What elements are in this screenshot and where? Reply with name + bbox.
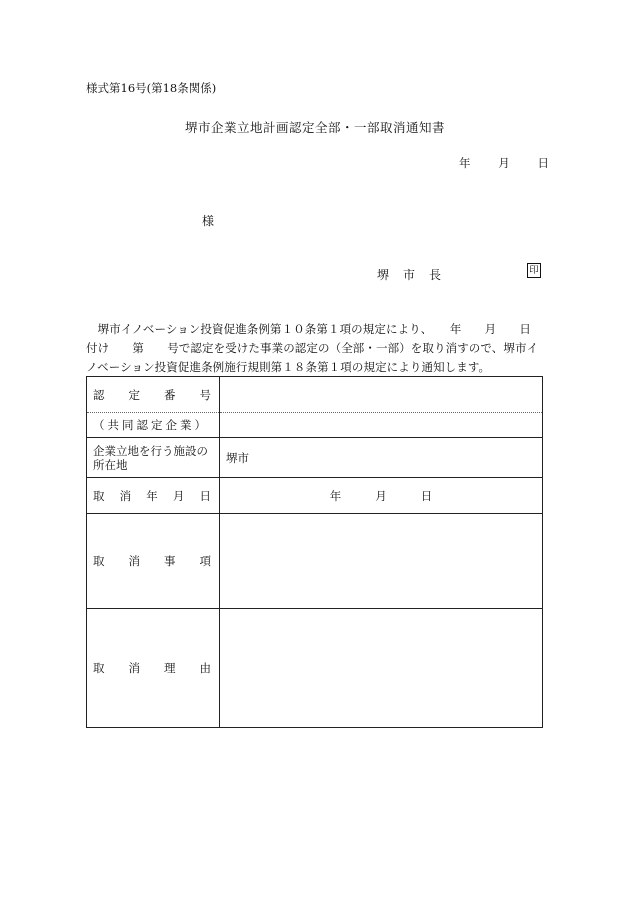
seal-mark: 印	[527, 263, 541, 278]
addressee-honorific: 様	[202, 214, 215, 228]
cancel-items-label: 取 消 事 項	[87, 514, 220, 609]
issuer-char-2: 市	[403, 268, 416, 282]
issuer-name	[377, 266, 441, 283]
cert-number-label: 認 定 番 号	[87, 377, 220, 413]
date-year: 年	[459, 156, 471, 170]
document-title: 堺市企業立地計画認定全部・一部取消通知書	[184, 120, 445, 135]
cancel-date-label: 取 消 年 月 日	[87, 478, 220, 514]
cancel-reason-value[interactable]	[220, 609, 543, 728]
facility-location-label: 企業立地を行う施設の所在地	[87, 438, 220, 478]
cert-number-value[interactable]	[220, 377, 543, 413]
issue-date	[459, 155, 549, 171]
notice-body	[86, 320, 546, 377]
row-cancel-date	[87, 478, 543, 514]
joint-cert-label: （共同認定企業）	[87, 413, 220, 438]
row-facility-location	[87, 438, 543, 478]
notice-table	[86, 376, 543, 728]
issuer-char-1: 堺	[377, 268, 390, 282]
issuer-char-3: 長	[429, 268, 442, 282]
facility-location-value[interactable]: 堺市	[220, 438, 543, 478]
date-day: 日	[537, 156, 549, 170]
body-line-2: 付け 第 号で認定を受けた事業の認定の（全部・一部）を取り消すので、堺市イ	[86, 341, 539, 355]
cancel-items-value[interactable]	[220, 514, 543, 609]
row-cert-number	[87, 377, 543, 413]
row-cancel-reason	[87, 609, 543, 728]
row-joint-cert	[87, 413, 543, 438]
body-line-3: ノベーション投資促進条例施行規則第１８条第１項の規定により通知します。	[86, 360, 491, 374]
body-line-1: 堺市イノベーション投資促進条例第１０条第１項の規定により、 年 月 日	[86, 322, 532, 336]
row-cancel-items	[87, 514, 543, 609]
joint-cert-value[interactable]	[220, 413, 543, 438]
cancel-date-value[interactable]: 年 月 日	[220, 478, 543, 514]
form-number: 様式第16号(第18条関係)	[86, 81, 217, 95]
cancel-reason-label: 取 消 理 由	[87, 609, 220, 728]
date-month: 月	[498, 156, 510, 170]
